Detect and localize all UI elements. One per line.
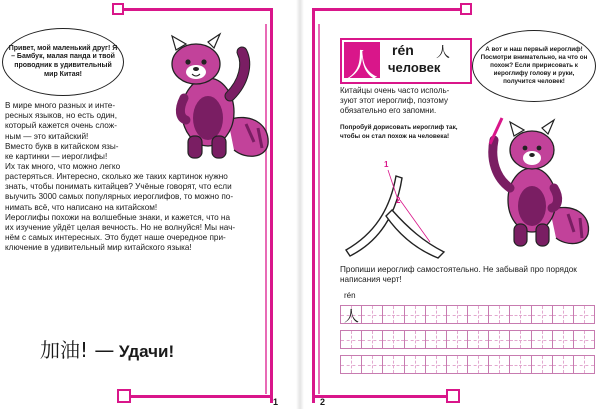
text-line: написания черт! <box>340 275 402 285</box>
text-line: Иероглифы похожи на волшебные знаки, и кажется, что на <box>5 212 231 222</box>
red-panda-with-pen-illustration <box>476 100 596 250</box>
text-line: В мире много разных и инте- <box>5 101 116 110</box>
practice-cell[interactable] <box>488 330 509 349</box>
panda-speech-bubble-right <box>472 30 596 102</box>
text-line: растеряться. Интересно, сколько же таких картинок нужно <box>5 172 228 181</box>
text-line: их изучение уйдёт целая вечность. Но не волнуйся! Мы нач- <box>5 223 236 233</box>
right-frame-bottom <box>312 395 452 398</box>
stroke-order-diagram <box>338 160 448 260</box>
good-luck-hanzi: 加油! — <box>40 338 115 362</box>
text-line: Их так много, что можно легко <box>5 162 121 172</box>
practice-pinyin: rén <box>344 291 356 300</box>
text-line: нём с самых интересных. Это будет наше очередное при- <box>5 233 226 243</box>
practice-cell[interactable] <box>340 330 361 349</box>
practice-cell[interactable] <box>340 355 361 374</box>
practice-row-2 <box>340 330 595 349</box>
page-number-left: 1 <box>273 397 279 407</box>
text-line: Попробуй дорисовать иероглиф так, <box>340 124 458 131</box>
title-russian: человек <box>388 60 441 75</box>
text-line: Китайцы очень часто исполь- <box>340 86 450 95</box>
practice-cell[interactable] <box>425 305 446 324</box>
practice-cell[interactable] <box>509 330 530 349</box>
text-line: зуют этот иероглиф, поэтому <box>340 96 448 105</box>
practice-cell[interactable] <box>488 355 509 374</box>
panda-speech-bubble <box>2 28 124 96</box>
text-line: обязательно его запомни. <box>340 106 437 115</box>
practice-cell[interactable] <box>382 355 403 374</box>
practice-cell[interactable] <box>361 305 382 324</box>
red-panda-illustration <box>150 12 280 162</box>
title-pinyin: rén <box>392 42 414 58</box>
text-line: чтобы он стал похож на человека! <box>340 132 450 140</box>
text-line: Вместо букв в китайском язы- <box>5 141 119 151</box>
practice-cell[interactable] <box>425 355 446 374</box>
title-hanzi: 人 <box>346 46 379 84</box>
right-frame-top <box>312 8 467 11</box>
practice-cell[interactable] <box>552 355 573 374</box>
practice-instructions <box>340 265 596 285</box>
practice-cell[interactable] <box>361 330 382 349</box>
practice-cell[interactable] <box>382 330 403 349</box>
text-line: ключение в удивительный мир китайского языка! <box>5 243 192 253</box>
right-frame-left-inner <box>318 24 320 394</box>
good-luck-phrase <box>40 334 174 363</box>
stroke-number-2: 2 <box>396 196 401 205</box>
practice-cell[interactable] <box>573 330 595 349</box>
right-frame-top-deco <box>460 3 472 15</box>
practice-cell[interactable] <box>467 355 488 374</box>
practice-cell[interactable] <box>552 305 573 324</box>
bubble-text: Привет, мой маленький друг! Я – Бамбук, малая панда и твой проводник в удивительный мир Китая! <box>8 44 118 78</box>
practice-cell[interactable] <box>531 305 552 324</box>
practice-cell[interactable] <box>531 355 552 374</box>
intro-text-long <box>5 172 265 254</box>
practice-cell[interactable] <box>404 355 425 374</box>
title-hanzi-small: 人 <box>436 45 450 61</box>
practice-cell[interactable] <box>446 330 467 349</box>
practice-row-3 <box>340 355 595 374</box>
practice-cell[interactable] <box>573 355 595 374</box>
left-frame-bottom <box>125 395 273 398</box>
text-line: который кажется очень слож- <box>5 121 117 131</box>
practice-hanzi-example: 人 <box>344 307 360 325</box>
practice-cell[interactable] <box>467 305 488 324</box>
practice-cell[interactable] <box>404 305 425 324</box>
practice-cell[interactable] <box>425 330 446 349</box>
practice-row-1 <box>340 305 595 324</box>
character-intro-text <box>340 86 480 116</box>
practice-cell[interactable] <box>531 330 552 349</box>
text-line: ресных языков, но есть один, <box>5 111 117 121</box>
text-line: Пропиши иероглиф самостоятельно. Не забывай про порядок <box>340 265 577 274</box>
character-title-box <box>340 38 472 84</box>
text-line: знать, чтобы понимать китайцев? Учёные говорят, что если <box>5 182 232 192</box>
text-line: ным — это китайский! <box>5 131 89 141</box>
right-frame-bottom-deco <box>446 389 460 403</box>
stroke-number-1: 1 <box>384 160 389 169</box>
page-number-right: 2 <box>320 397 326 407</box>
practice-cell[interactable] <box>467 330 488 349</box>
practice-cell[interactable] <box>488 305 509 324</box>
intro-text-short <box>5 101 155 172</box>
left-frame-top <box>112 8 272 11</box>
practice-cell[interactable] <box>552 330 573 349</box>
drawing-task-text <box>340 124 480 141</box>
practice-cell-example <box>340 305 361 324</box>
practice-cell[interactable] <box>361 355 382 374</box>
right-frame-left <box>312 8 315 403</box>
left-frame-top-deco <box>112 3 124 15</box>
practice-cell[interactable] <box>509 355 530 374</box>
bubble-text: А вот и наш первый иероглиф! Посмотри внимательно, на что он похож? Если пририсовать к иероглифу голову и руки, получится человек! <box>480 46 588 85</box>
text-line: выучить 3000 самых популярных иероглифов, то можно по- <box>5 192 234 202</box>
practice-cell[interactable] <box>446 305 467 324</box>
practice-cell[interactable] <box>446 355 467 374</box>
practice-cell[interactable] <box>382 305 403 324</box>
good-luck-ru: Удачи! <box>118 342 175 361</box>
left-frame-bottom-deco <box>117 389 131 403</box>
practice-cell[interactable] <box>573 305 595 324</box>
practice-cell[interactable] <box>404 330 425 349</box>
practice-cell[interactable] <box>509 305 530 324</box>
text-line: ке картинки — иероглифы! <box>5 152 108 162</box>
text-line: нимать всё, что написано на китайском! <box>5 202 158 212</box>
